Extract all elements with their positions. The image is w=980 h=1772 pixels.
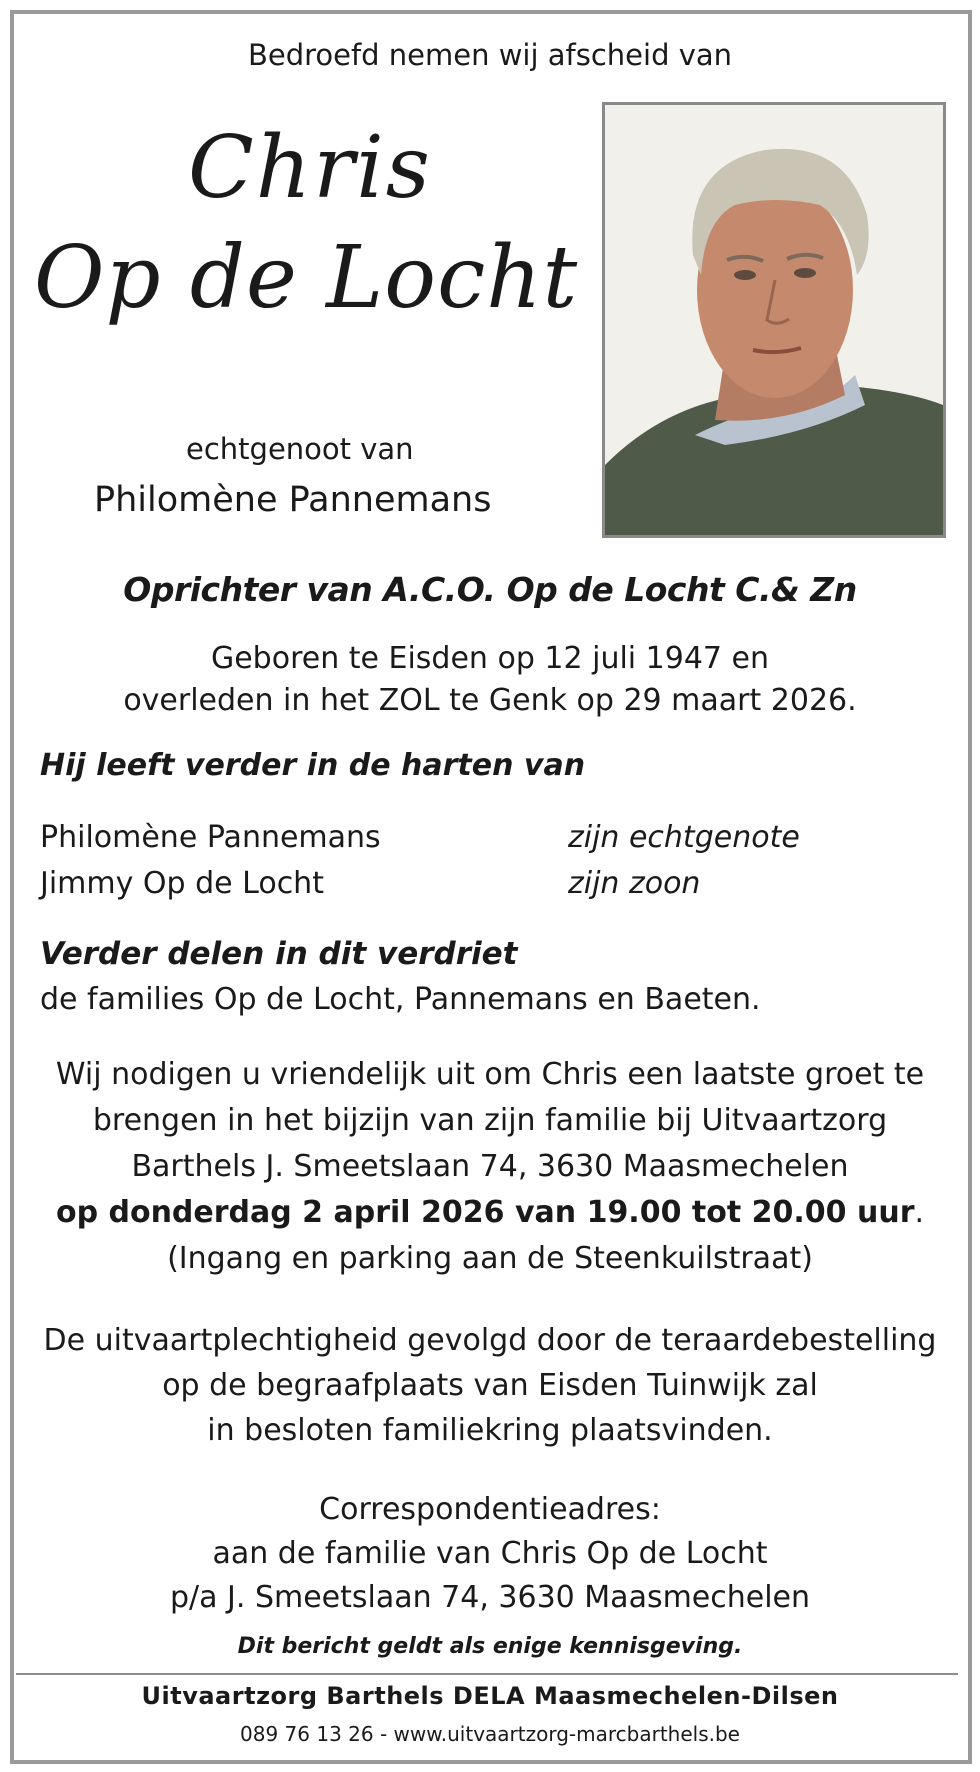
footer-company: Uitvaartzorg Barthels DELA Maasmechelen-Dilsen [141,1682,839,1710]
relative-role: zijn zoon [568,866,701,901]
portrait-photo [602,102,946,538]
deceased-last-name: Op de Locht [34,228,579,328]
invitation-line-3: Barthels J. Smeetslaan 74, 3630 Maasmechelen [131,1149,849,1184]
hearts-heading: Hij leeft verder in de harten van [40,748,586,783]
relative-name: Jimmy Op de Locht [40,866,324,901]
footer-divider [16,1673,958,1675]
relative-name: Philomène Pannemans [40,820,381,855]
ceremony-line-1: De uitvaartplechtigheid gevolgd door de teraardebestelling [43,1323,937,1358]
portrait-illustration [605,105,943,535]
invitation-date: op donderdag 2 april 2026 van 19.00 tot 20.00 uur [55,1195,915,1230]
born-line-2: overleden in het ZOL te Genk op 29 maart 2026. [123,683,857,718]
correspondence-line-3: p/a J. Smeetslaan 74, 3630 Maasmechelen [169,1580,811,1615]
intro-text: Bedroefd nemen wij afscheid van [247,38,733,72]
invitation-line-1: Wij nodigen u vriendelijk uit om Chris een laatste groet te [55,1057,925,1092]
birth-death-info [0,638,980,722]
deceased-first-name: Chris [188,118,432,218]
spouse-name: Philomène Pannemans [94,480,492,520]
invitation-date-period: . [914,1195,925,1230]
invitation-date-line [0,1190,980,1236]
founder-line: Oprichter van A.C.O. Op de Locht C.& Zn [123,570,857,609]
correspondence-line-1: Correspondentieadres: [319,1492,661,1527]
ceremony-line-3: in besloten familiekring plaatsvinden. [207,1413,773,1448]
invitation-line-5: (Ingang en parking aan de Steenkuilstraat) [167,1241,813,1276]
born-line-1: Geboren te Eisden op 12 juli 1947 en [210,641,770,676]
invitation-block [0,1052,980,1282]
invitation-line-2: brengen in het bijzijn van zijn familie bij Uitvaartzorg [92,1103,888,1138]
footer-contact: 089 76 13 26 - www.uitvaartzorg-marcbarthels.be [240,1722,740,1746]
correspondence-line-2: aan de familie van Chris Op de Locht [212,1536,768,1571]
spouse-label: echtgenoot van [186,432,414,466]
ceremony-block [0,1318,980,1453]
relative-role: zijn echtgenote [568,820,800,855]
ceremony-line-2: op de begraafplaats van Eisden Tuinwijk zal [162,1368,818,1403]
share-heading: Verder delen in dit verdriet [40,936,518,972]
correspondence-block [0,1488,980,1620]
families-line: de families Op de Locht, Pannemans en Baeten. [40,982,761,1017]
notice-text: Dit bericht geldt als enige kennisgeving. [237,1634,743,1659]
